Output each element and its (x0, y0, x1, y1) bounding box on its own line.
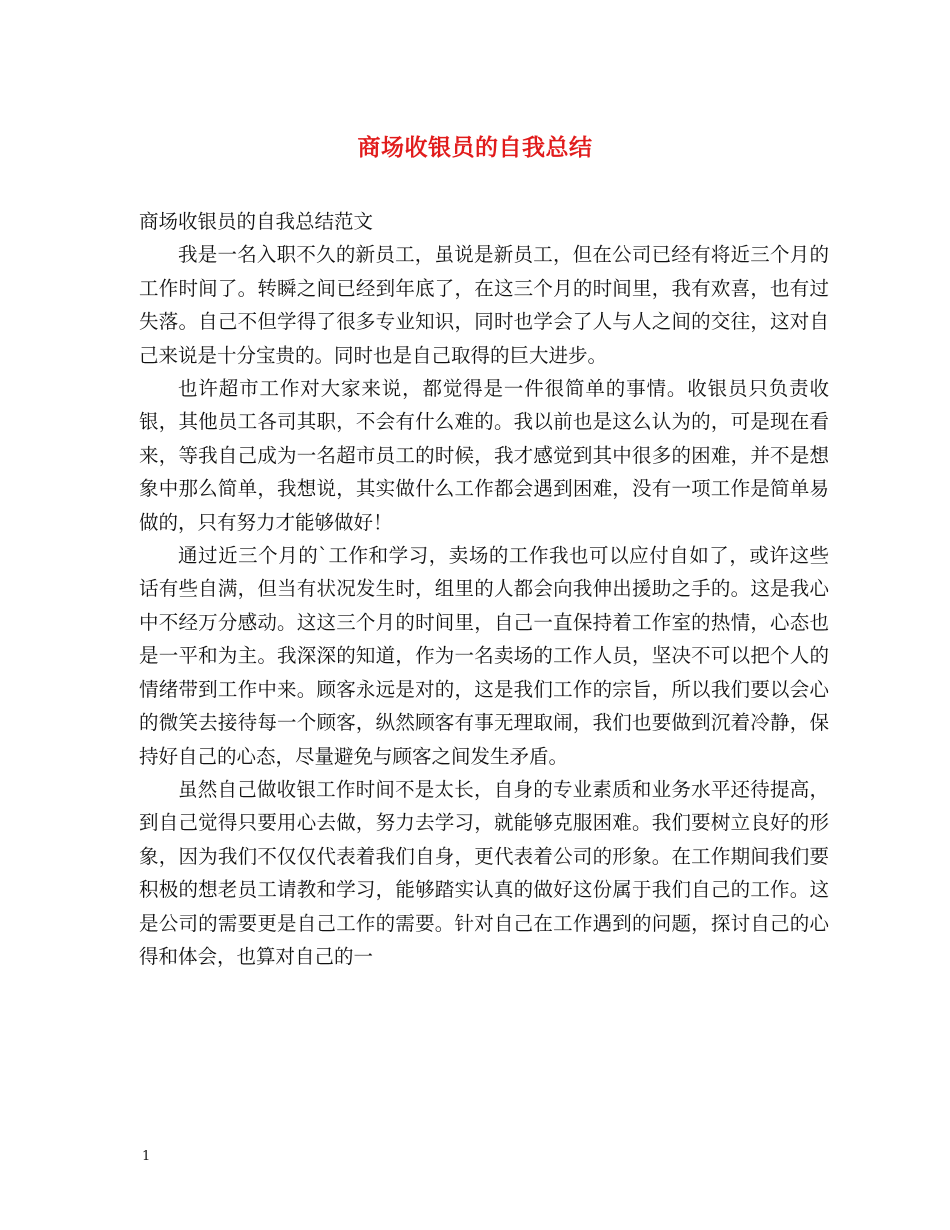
paragraph-1: 我是一名入职不久的新员工，虽说是新员工，但在公司已经有将近三个月的工作时间了。转瞬之间已经到年底了，在这三个月的时间里，我有欢喜，也有过失落。自己不但学得了很多专业知识，同时也学会了人与人之间的交往，这对自己来说是十分宝贵的。同时也是自己取得的巨大进步。 (139, 243, 829, 367)
paragraph-2: 也许超市工作对大家来说，都觉得是一件很简单的事情。收银员只负责收银，其他员工各司其职，不会有什么难的。我以前也是这么认为的，可是现在看来，等我自己成为一名超市员工的时候，我才感觉到其中很多的困难，并不是想象中那么简单，我想说，其实做什么工作都会遇到困难，没有一项工作是简单易做的，只有努力才能够做好！ (139, 377, 829, 534)
paragraph-4: 虽然自己做收银工作时间不是太长，自身的专业素质和业务水平还待提高，到自己觉得只要用心去做，努力去学习，就能够克服困难。我们要树立良好的形象，因为我们不仅仅代表着我们自身，更代表着公司的形象。在工作期间我们要积极的想老员工请教和学习，能够踏实认真的做好这份属于我们自己的工作。这是公司的需要更是自己工作的需要。针对自己在工作遇到的问题，探讨自己的心得和体会，也算对自己的一 (139, 777, 829, 968)
document-body (139, 205, 829, 973)
paragraph-3: 通过近三个月的`工作和学习，卖场的工作我也可以应付自如了，或许这些话有些自满，但当有状况发生时，组里的人都会向我伸出援助之手的。这是我心中不经万分感动。这这三个月的时间里，自己一直保持着工作室的热情，心态也是一平和为主。我深深的知道，作为一名卖场的工作人员，坚决不可以把个人的情绪带到工作中来。顾客永远是对的，这是我们工作的宗旨，所以我们要以会心的微笑去接待每一个顾客，纵然顾客有事无理取闹，我们也要做到沉着冷静，保持好自己的心态，尽量避免与顾客之间发生矛盾。 (139, 544, 829, 768)
document-subtitle: 商场收银员的自我总结范文 (139, 210, 374, 233)
document-title: 商场收银员的自我总结 (357, 134, 593, 161)
page-number: 1 (142, 1149, 151, 1164)
